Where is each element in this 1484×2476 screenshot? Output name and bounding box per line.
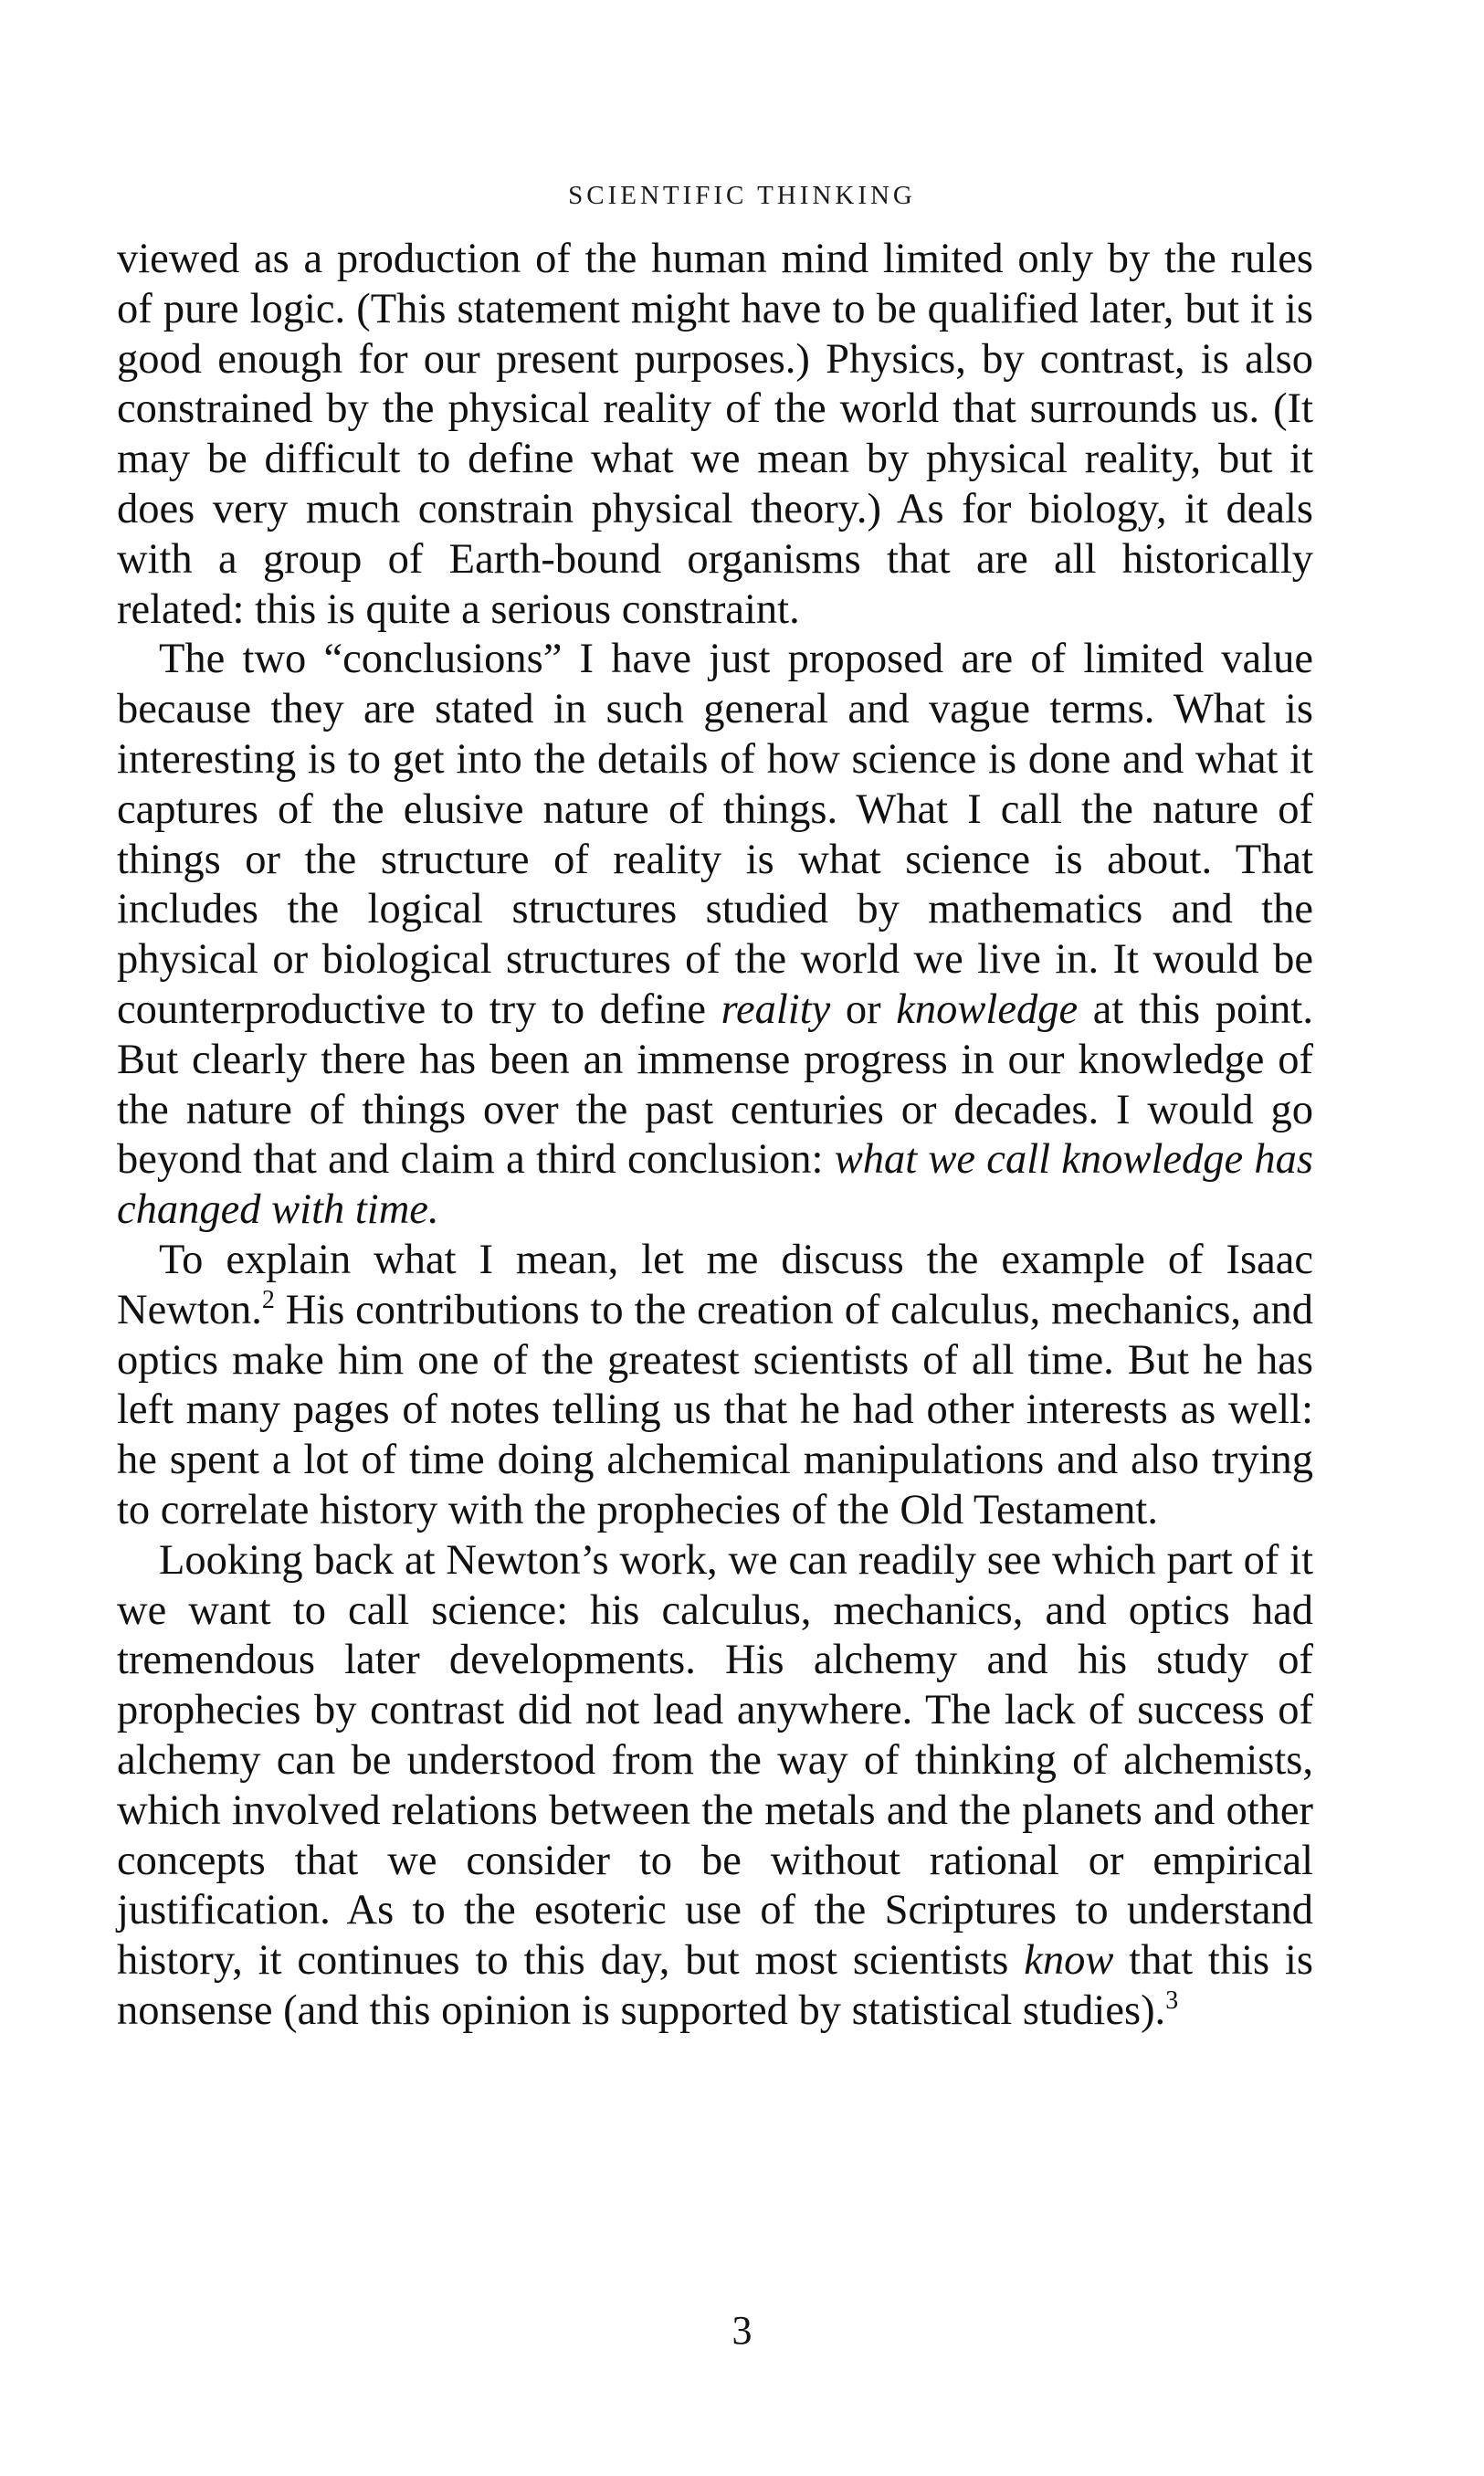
italic-third-conclusion: what we call knowledge has changed with time. — [117, 1136, 1313, 1234]
italic-term-reality: reality — [721, 985, 831, 1033]
paragraph-1 — [117, 235, 1313, 635]
paragraph-2-text-c: at this point. But clearly there has been an immense progress in our knowledge of the nature of things over the past centuries or decades. I would go beyond that and claim a third conclusion: — [117, 985, 1313, 1184]
paragraph-4-text-a: Looking back at Newton’s work, we can readily see which part of it we want to call science: his calculus, mechanics, and optics had tremendous later developments. His alchemy and his study of prophecies by contrast did not lead anywhere. The lack of success of alchemy can be understood from the way of thinking of alchemists, which involved relations between the metals and the planets and other concepts that we consider to be without rational or empirical justification. As to the esoteric use of the Scriptures to understand history, it continues to this day, but most scientists — [117, 1536, 1313, 1985]
paragraph-4 — [117, 1536, 1313, 2037]
paragraph-3-text-b: His contributions to the creation of calculus, mechanics, and optics make him one of the greatest scientists of all time. But he has left many pages of notes telling us that he had other interests as well: he spent a lot of time doing alchemical manipulations and also trying to correlate history with the prophecies of the Old Testament. — [117, 1286, 1313, 1533]
body-text — [117, 235, 1313, 2037]
footnote-ref-2[interactable]: 2 — [261, 1285, 275, 1314]
paragraph-2-text-b: or — [830, 985, 897, 1033]
paragraph-3-text-a: To explain what I mean, let me discuss the example of Isaac Newton. — [117, 1236, 1313, 1333]
italic-term-knowledge: knowledge — [896, 985, 1079, 1033]
italic-term-know: know — [1024, 1937, 1114, 1985]
page-number: 3 — [731, 2308, 753, 2353]
paragraph-3 — [117, 1236, 1313, 1536]
footnote-ref-3[interactable]: 3 — [1165, 1986, 1179, 2015]
paragraph-4-text-b: that this is nonsense (and this opinion is supported by statistical studies). — [117, 1937, 1313, 2034]
paragraph-1-text: viewed as a production of the human mind limited only by the rules of pure logic. (This statement might have to be qualified later, but it is good enough for our present purposes.) Physics, by contrast, is also constrained by the physical reality of the world that surrounds us. (It may be difficult to define what we mean by physical reality, but it does very much constrain physical theory.) As for biology, it deals with a group of Earth-bound organisms that are all historically related: this is quite a serious constraint. — [117, 236, 1313, 633]
paragraph-2 — [117, 635, 1313, 1236]
paragraph-2-text-a: The two “conclusions” I have just proposed are of limited value because they are stated in such general and vague terms. What is interesting is to get into the details of how science is done and what it captures of the elusive nature of things. What I call the nature of things or the structure of reality is what science is about. That includes the logical structures studied by mathematics and the physical or biological structures of the world we live in. It would be counterproductive to try to define — [117, 636, 1313, 1033]
running-head: SCIENTIFIC THINKING — [568, 181, 916, 210]
